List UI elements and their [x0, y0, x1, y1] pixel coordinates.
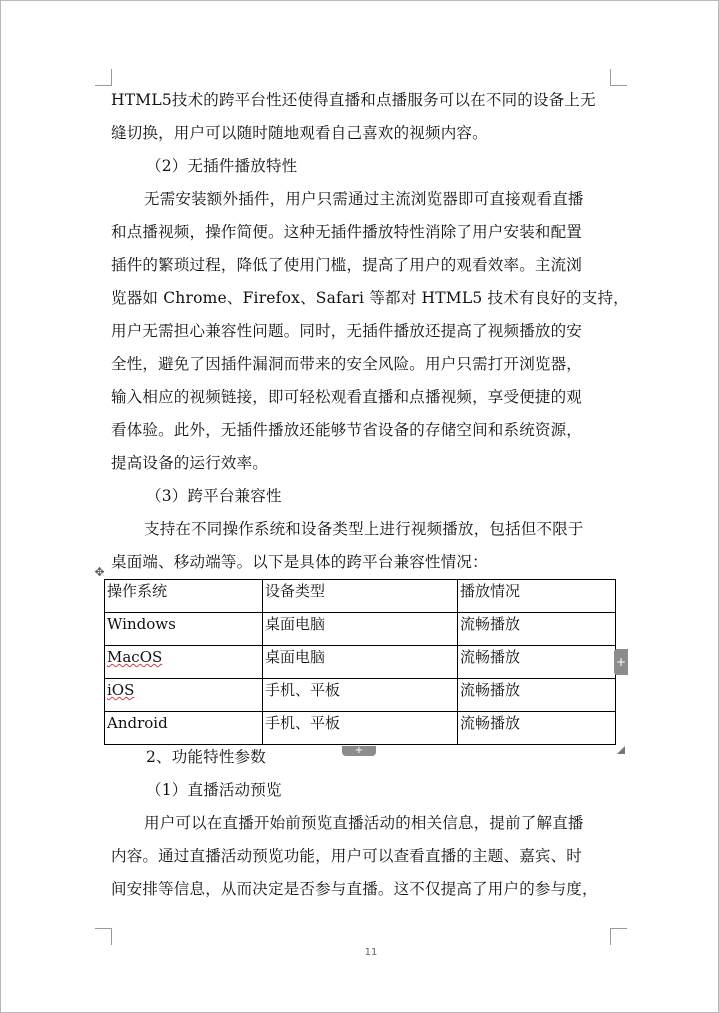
paragraph-line[interactable]: 插件的繁琐过程，降低了使用门槛，提高了用户的观看效率。主流浏: [111, 256, 583, 274]
section-heading-1[interactable]: （1）直播活动预览: [146, 781, 282, 799]
page-number: 11: [364, 947, 378, 958]
table-cell-device[interactable]: 桌面电脑: [263, 613, 458, 646]
crop-mark-top-right: [610, 69, 627, 86]
paragraph-line[interactable]: 看体验。此外，无插件播放还能够节省设备的存储空间和系统资源，: [111, 421, 583, 439]
table-cell-playback[interactable]: 流畅播放: [458, 613, 616, 646]
paragraph-line[interactable]: 输入相应的视频链接，即可轻松观看直播和点播视频，享受便捷的观: [111, 388, 583, 406]
table-cell-os[interactable]: [105, 679, 263, 712]
table-header-cell[interactable]: 操作系统: [105, 580, 263, 613]
table-cell-playback[interactable]: 流畅播放: [458, 646, 616, 679]
paragraph-line[interactable]: 间安排等信息，从而决定是否参与直播。这不仅提高了用户的参与度，: [111, 880, 598, 898]
add-column-icon[interactable]: +: [614, 649, 628, 675]
spellcheck-text: iOS: [107, 681, 135, 699]
table-row: [105, 679, 616, 712]
spellcheck-text: MacOS: [107, 648, 163, 666]
crop-mark-top-left: [95, 69, 112, 86]
table-cell-device[interactable]: 桌面电脑: [263, 646, 458, 679]
paragraph-line[interactable]: 内容。通过直播活动预览功能，用户可以查看直播的主题、嘉宾、时: [111, 847, 583, 865]
table-move-handle-icon[interactable]: ✥: [94, 565, 105, 579]
section-heading[interactable]: 2、功能特性参数: [146, 748, 266, 766]
paragraph-line[interactable]: 全性，避免了因插件漏洞而带来的安全风险。用户只需打开浏览器，: [111, 355, 583, 373]
paragraph-line[interactable]: 缝切换，用户可以随时随地观看自己喜欢的视频内容。: [111, 124, 488, 142]
paragraph-line[interactable]: 支持在不同操作系统和设备类型上进行视频播放，包括但不限于: [144, 520, 584, 538]
table-cell-playback[interactable]: 流畅播放: [458, 712, 616, 745]
paragraph-line[interactable]: 览器如 Chrome、Firefox、Safari 等都对 HTML5 技术有良好的支持，: [111, 289, 629, 307]
paragraph-line[interactable]: 用户无需担心兼容性问题。同时，无插件播放还提高了视频播放的安: [111, 322, 583, 340]
paragraph-line[interactable]: 用户可以在直播开始前预览直播活动的相关信息，提前了解直播: [144, 814, 584, 832]
table-cell-playback[interactable]: 流畅播放: [458, 679, 616, 712]
table-header-row: [105, 580, 616, 613]
table-header-cell[interactable]: 设备类型: [263, 580, 458, 613]
table-cell-os[interactable]: Android: [105, 712, 263, 745]
paragraph-line[interactable]: 桌面端、移动端等。以下是具体的跨平台兼容性情况：: [111, 553, 488, 571]
paragraph-line[interactable]: 无需安装额外插件，用户只需通过主流浏览器即可直接观看直播: [144, 190, 584, 208]
crop-mark-bottom-left: [95, 928, 112, 945]
crop-mark-bottom-right: [610, 928, 627, 945]
table-row: [105, 646, 616, 679]
add-row-icon[interactable]: +: [342, 746, 376, 756]
paragraph-line[interactable]: 提高设备的运行效率。: [111, 454, 269, 472]
section-heading-2[interactable]: （2）无插件播放特性: [146, 157, 298, 175]
table-row: [105, 712, 616, 745]
table-row: [105, 613, 616, 646]
paragraph-line[interactable]: HTML5技术的跨平台性还使得直播和点播服务可以在不同的设备上无: [111, 91, 596, 109]
table-header-cell[interactable]: 播放情况: [458, 580, 616, 613]
paragraph-line[interactable]: 和点播视频，操作简便。这种无插件播放特性消除了用户安装和配置: [111, 223, 583, 241]
section-heading-3[interactable]: （3）跨平台兼容性: [146, 487, 282, 505]
table-cell-os[interactable]: Windows: [105, 613, 263, 646]
table-cell-device[interactable]: 手机、平板: [263, 679, 458, 712]
table-cell-device[interactable]: 手机、平板: [263, 712, 458, 745]
compatibility-table: [104, 579, 616, 745]
table-cell-os[interactable]: [105, 646, 263, 679]
